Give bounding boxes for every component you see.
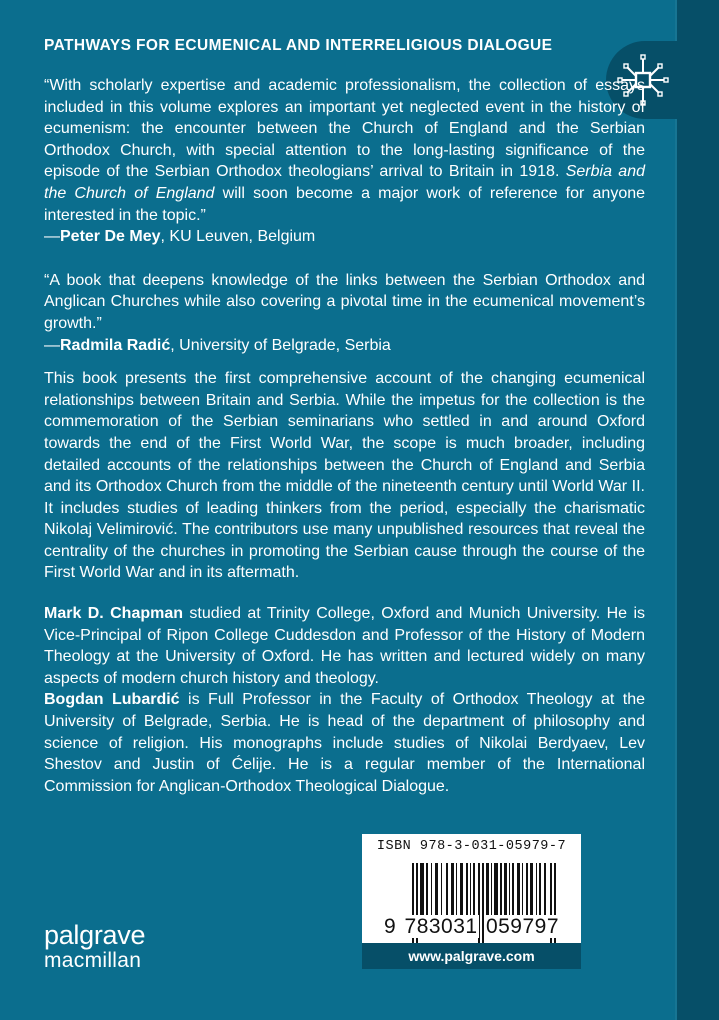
endorsement-1 bbox=[44, 75, 645, 248]
endorsement-attribution: —Peter De Mey, KU Leuven, Belgium bbox=[44, 228, 316, 246]
author-bio-text: is Full Professor in the Faculty of Orthodox Theology at the University of Belgrade, Serbia. He is head of the department of philosophy and science of religion. His monographs include studies of Nikolai Berdyaev, Lev Shestov and Justin of Ćelije. He is a regular member of the International Commission for Anglican-Orthodox Theological Dialogue. bbox=[44, 691, 645, 795]
endorsement-quote: “With scholarly expertise and academic professionalism, the collection of essays included in this volume explores an important yet neglected event in the history of ecumenism: the encounter between the Church of England and the Serbian Orthodox Church, with special attention to the long-lasting significance of the episode of the Serbian Orthodox theologians’ arrival to Britain in 1918. bbox=[44, 77, 645, 181]
isbn-label: ISBN 978-3-031-05979-7 bbox=[376, 839, 567, 854]
author-name: Bogdan Lubardić bbox=[44, 691, 180, 709]
spine-strip bbox=[677, 0, 719, 1020]
endorsement-quote: “A book that deepens knowledge of the links between the Serbian Orthodox and Anglican Churches while also covering a pivotal time in the ecumenical movement’s growth.” bbox=[44, 271, 645, 332]
endorser-name: Radmila Radić bbox=[60, 336, 171, 354]
barcode-digits: 9 783031 059797 bbox=[383, 915, 560, 938]
isbn-barcode bbox=[362, 834, 581, 969]
series-title: PATHWAYS FOR ECUMENICAL AND INTERRELIGIOUS DIALOGUE bbox=[44, 37, 553, 54]
endorsement-attribution: —Radmila Radić, University of Belgrade, Serbia bbox=[44, 336, 391, 354]
author-bio-2 bbox=[44, 689, 645, 797]
author-name: Mark D. Chapman bbox=[44, 605, 184, 623]
endorsement-2 bbox=[44, 270, 645, 356]
book-title-italic: Serbia and the Church of England bbox=[44, 163, 646, 202]
publisher-name-line2: macmillan bbox=[44, 949, 142, 972]
endorser-name: Peter De Mey bbox=[60, 228, 161, 246]
publisher-logo bbox=[44, 922, 145, 971]
endorser-affiliation: , KU Leuven, Belgium bbox=[160, 228, 316, 246]
publisher-name-line1: palgrave bbox=[44, 920, 146, 950]
back-cover-text bbox=[44, 75, 645, 797]
publisher-url[interactable]: www.palgrave.com bbox=[362, 943, 581, 969]
book-description: This book presents the first comprehensive account of the changing ecumenical relationships between Britain and Serbia. While the impetus for the collection is the commemoration of the Serbian seminarians who settled in and around Oxford towards the end of the First World War, the scope is much broader, including detailed accounts of the relationships between the Church of England and Serbia and its Orthodox Church from the middle of the nineteenth century until World War II. It includes studies of leading thinkers from the period, especially the charismatic Nikolaj Velimirović. The contributors use many unpublished resources that reveal the centrality of the churches in promoting the Serbian cause through the course of the First World War and in its aftermath. bbox=[44, 370, 645, 582]
author-bio-text: studied at Trinity College, Oxford and Munich University. He is Vice-Principal of Ripon College Cuddesdon and Professor of the History of Modern Theology at the University of Oxford. He has written and lectured widely on many aspects of modern church history and theology. bbox=[44, 605, 645, 687]
endorsement-quote: will soon become a major work of reference for anyone interested in the topic.” bbox=[44, 184, 646, 224]
author-bio-1 bbox=[44, 603, 645, 689]
endorser-affiliation: , University of Belgrade, Serbia bbox=[170, 336, 391, 354]
